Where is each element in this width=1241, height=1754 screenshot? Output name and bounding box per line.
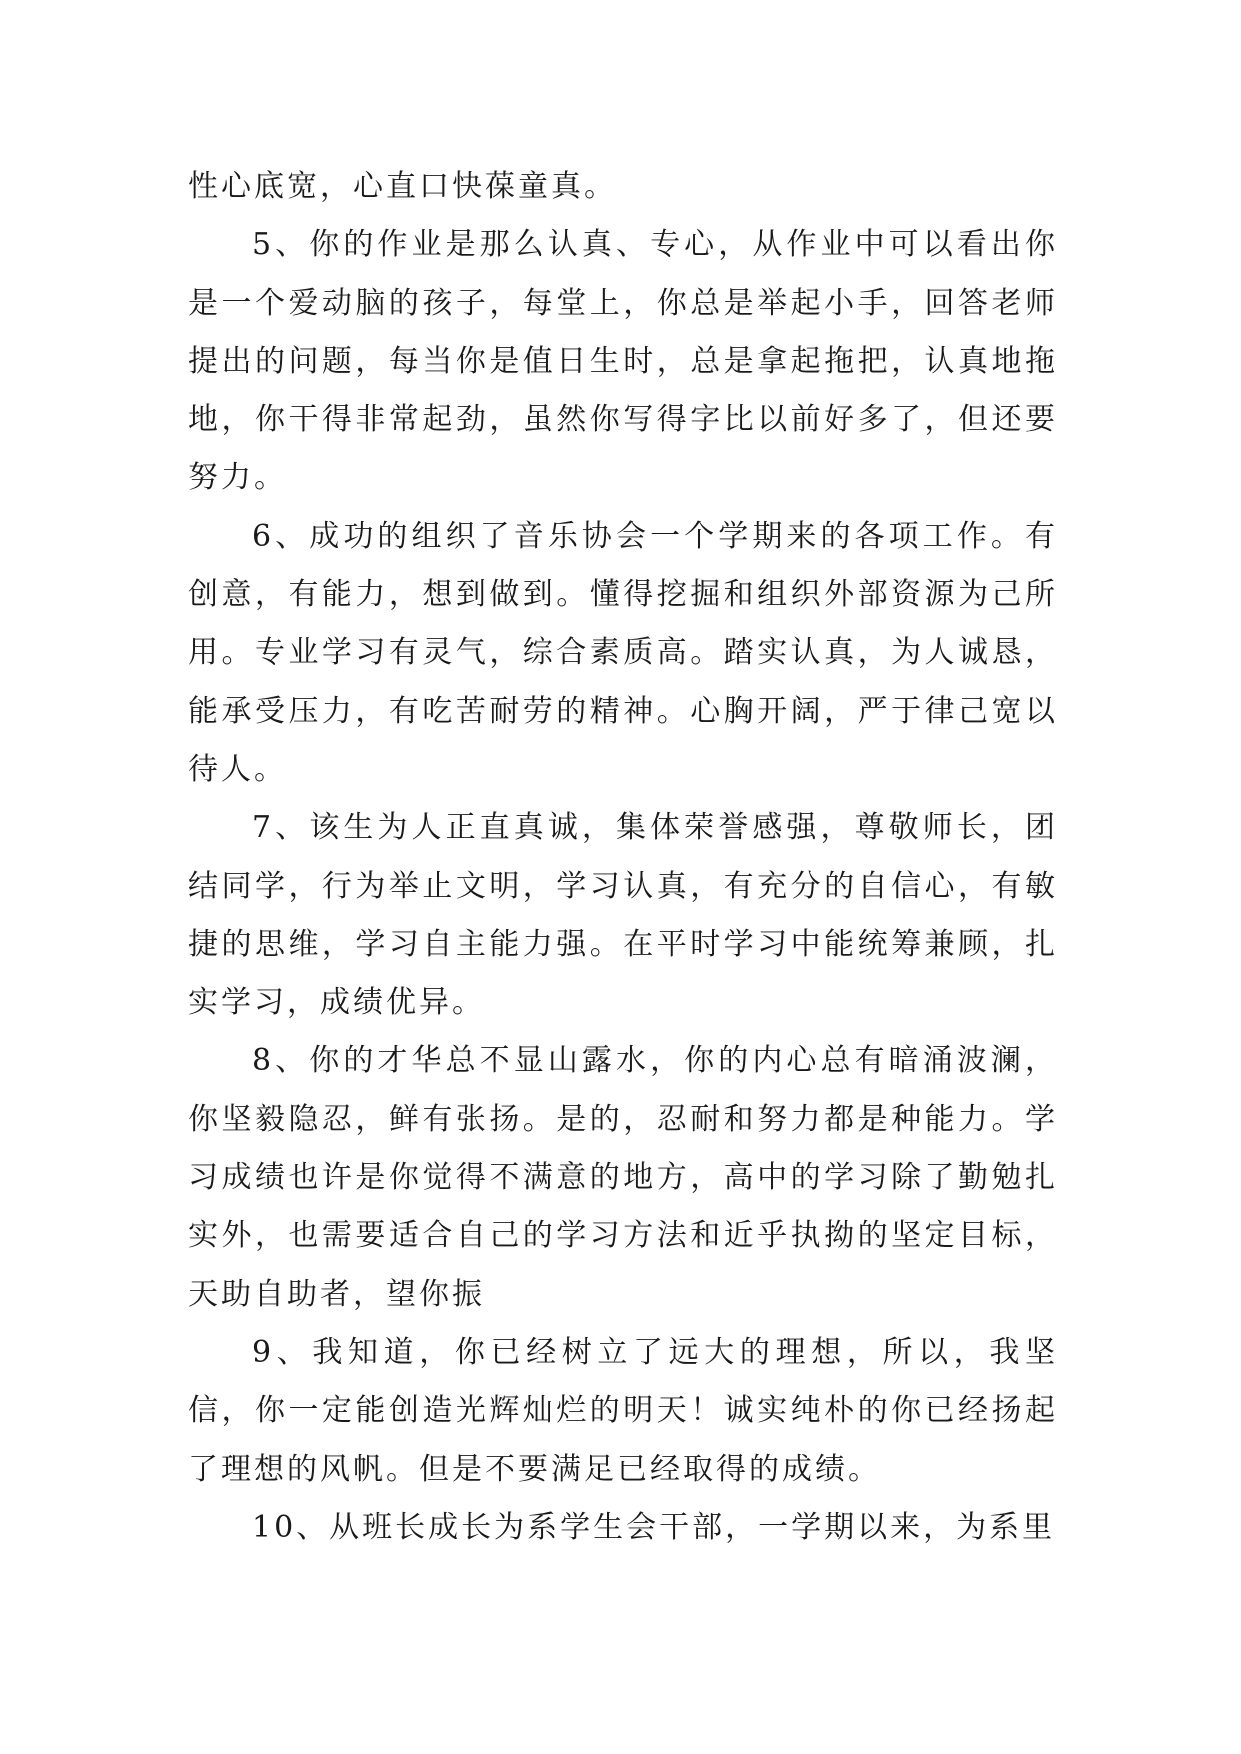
paragraph-item-9: 9、我知道，你已经树立了远大的理想，所以，我坚信，你一定能创造光辉灿烂的明天！诚实纯朴的你已经扬起了理想的风帆。但是不要满足已经取得的成绩。 xyxy=(188,1334,1058,1487)
paragraph-item-8: 8、你的才华总不显山露水，你的内心总有暗涌波澜，你坚毅隐忍，鲜有张扬。是的，忍耐和努力都是种能力。学习成绩也许是你觉得不满意的地方，高中的学习除了勤勉扎实外，也需要适合自己的学习方法和近乎执拗的坚定目标，天助自助者，望你振 xyxy=(188,1043,1058,1312)
paragraph-item-7: 7、该生为人正直真诚，集体荣誉感强，尊敬师长，团结同学，行为举止文明，学习认真，有充分的自信心，有敏捷的思维，学习自主能力强。在平时学习中能统筹兼顾，扎实学习，成绩优异。 xyxy=(188,810,1058,1021)
paragraph-continued: 性心底宽，心直口快葆童真。 xyxy=(188,169,617,204)
paragraph-item-6: 6、成功的组织了音乐协会一个学期来的各项工作。有创意，有能力，想到做到。懂得挖掘和组织外部资源为己所用。专业学习有灵气，综合素质高。踏实认真，为人诚恳，能承受压力，有吃苦耐劳的精神。心胸开阔，严于律己宽以待人。 xyxy=(188,518,1058,787)
document-body xyxy=(188,158,1058,1557)
paragraph-item-5: 5、你的作业是那么认真、专心，从作业中可以看出你是一个爱动脑的孩子，每堂上，你总是举起小手，回答老师提出的问题，每当你是值日生时，总是拿起拖把，认真地拖地，你干得非常起劲，虽然你写得字比以前好多了，但还要努力。 xyxy=(188,227,1058,496)
paragraph-item-10: 10、从班长成长为系学生会干部，一学期以来，为系里 xyxy=(252,1509,1056,1545)
